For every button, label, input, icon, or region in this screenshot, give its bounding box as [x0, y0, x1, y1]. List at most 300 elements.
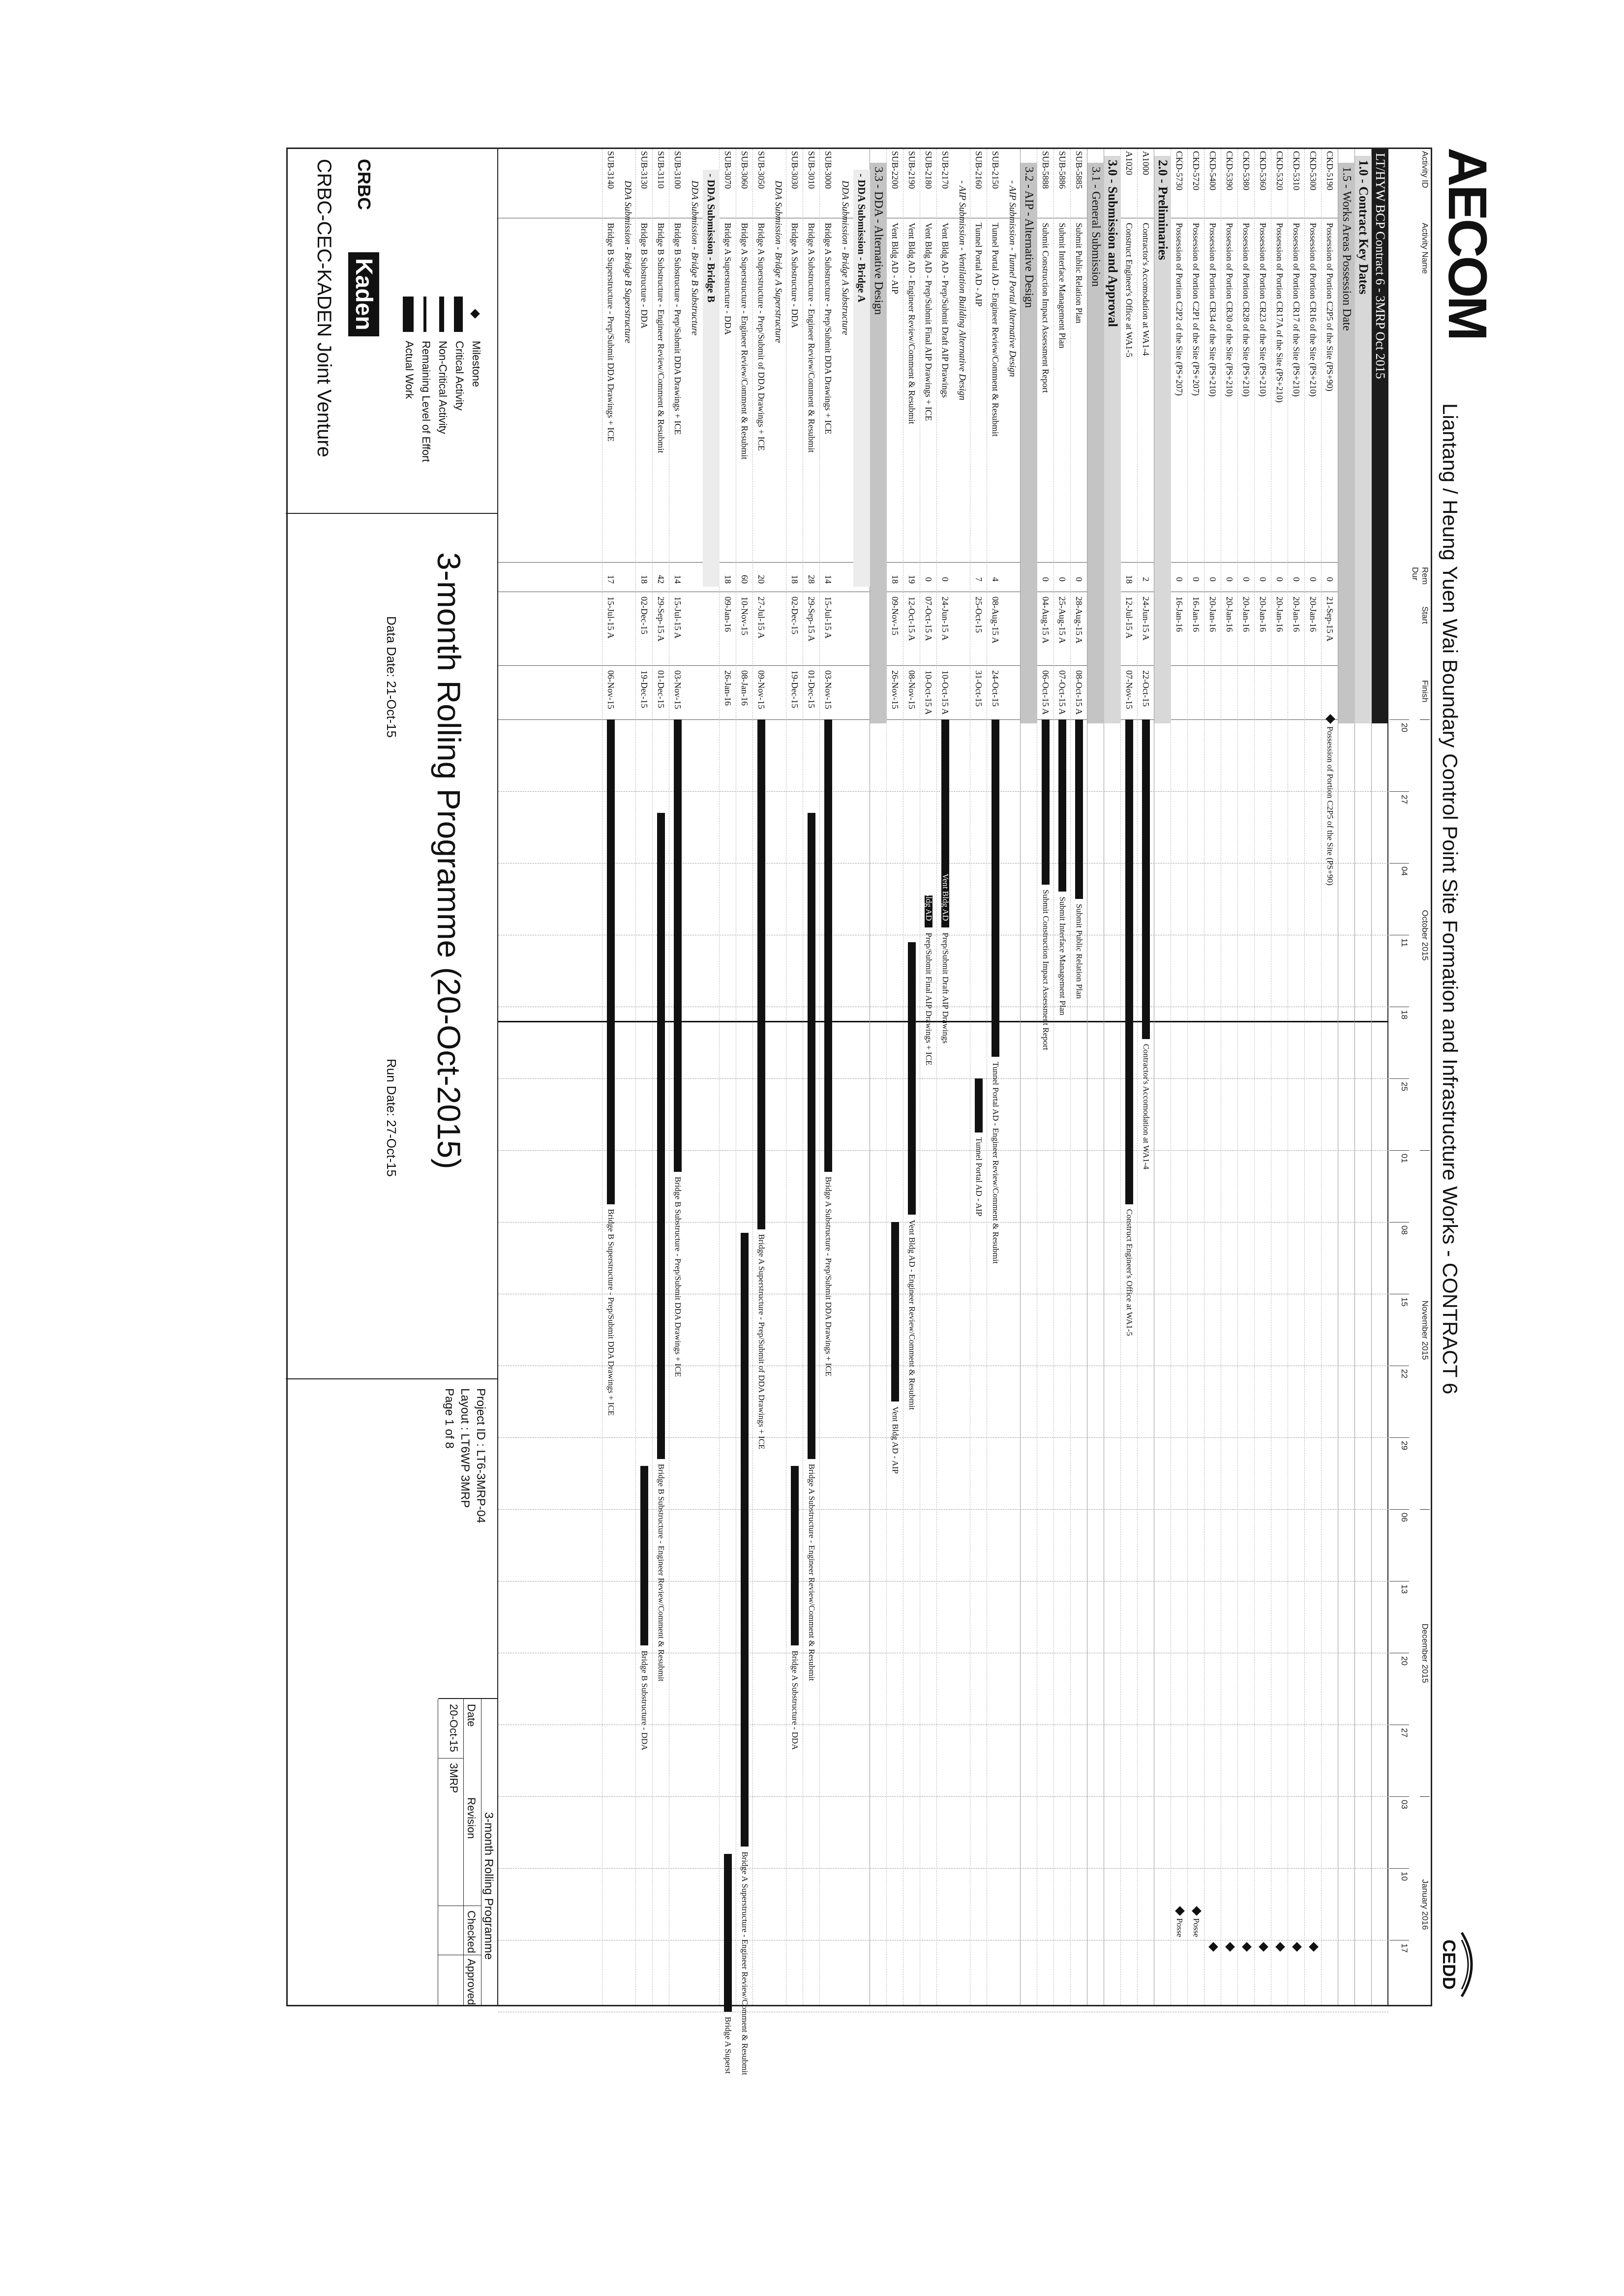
bar-label: Bridge A Superstructure - Engineer Review/Comment & Resubmit: [740, 1851, 750, 2075]
activity-row: [786, 149, 803, 2005]
start-date: 15-Jul-15 A: [823, 596, 833, 639]
activity-row: [1204, 149, 1221, 2005]
activity-name: Vent Bldg AD - AIP: [890, 223, 900, 295]
finish-date: [1188, 670, 1204, 719]
rem-dur: 0: [1074, 577, 1084, 582]
activity-row: [635, 149, 653, 2005]
activity-id: SUB-2190: [907, 151, 917, 189]
rem-dur: 2: [1141, 577, 1151, 582]
timescale-week: 20: [1389, 719, 1409, 795]
rem-dur: 60: [740, 575, 750, 584]
bar-prelabel: Vent Bldg AD: [941, 873, 950, 921]
activity-row: [1171, 149, 1188, 2005]
activity-row: [719, 149, 736, 2074]
group-header: [870, 149, 887, 2005]
timescale-week: 17: [1389, 1940, 1409, 2015]
finish-date: 03-Nov-15: [823, 670, 833, 709]
bar-label: Bridge B Superstructure - Prep/Submit DDA Drawings + ICE: [606, 1209, 616, 1416]
bar-label: Prep/Submit Draft AIP Drawings: [941, 932, 950, 1044]
start-date: 29-Sep-15 A: [656, 596, 666, 642]
timescale-week: 13: [1389, 1581, 1409, 1656]
rem-dur: 14: [823, 575, 833, 584]
bar-label: Contractor's Accomodation at WA1-4: [1142, 1044, 1151, 1170]
rem-dur: 28: [807, 575, 816, 584]
activity-row: [1221, 149, 1238, 2005]
legend-swatch: [439, 297, 444, 332]
bar-label: Bridge B Substructure - Prep/Submit DDA Drawings + ICE: [673, 1176, 683, 1377]
group-header: [1338, 149, 1355, 2005]
activity-id: SUB-3010: [807, 151, 816, 189]
activity-name: Submit Public Relation Plan: [1074, 223, 1084, 324]
start-date: 29-Sep-15 A: [807, 596, 816, 642]
activity-id: SUB-3000: [823, 151, 833, 189]
finish-date: 26-Jan-16: [723, 670, 733, 706]
rem-dur: 0: [1275, 577, 1285, 582]
activity-row: [903, 149, 920, 2005]
finish-date: [1255, 670, 1271, 719]
timescale-week: 04: [1389, 863, 1409, 938]
activity-id: SUB-3110: [656, 151, 666, 189]
activity-id: A1000: [1141, 151, 1151, 175]
rem-dur: 0: [1208, 577, 1218, 582]
timescale-month: January 2016: [1420, 1796, 1430, 2012]
group-title: 3.2 - AIP - Alternative Design: [1021, 163, 1037, 723]
run-date: Run Date: 27-Oct-15: [384, 1059, 399, 1177]
rem-dur: 18: [723, 575, 733, 584]
finish-date: [1288, 670, 1305, 719]
finish-date: 19-Dec-15: [790, 670, 800, 708]
rem-dur: 0: [1308, 577, 1318, 582]
activity-id: SUB-3130: [639, 151, 649, 189]
rem-dur: 0: [1292, 577, 1301, 582]
table-header: [1387, 149, 1431, 2005]
bar-label: Bridge A Superst: [723, 2017, 733, 2074]
project-id: Project ID : LT6-3MRP-04: [474, 1388, 487, 1523]
activity-row: [886, 149, 903, 2005]
start-date: 12-Jul-15 A: [1124, 596, 1134, 639]
legend-label: Remaining Level of Effort: [420, 341, 432, 462]
activity-bar: [1075, 719, 1083, 899]
activity-id: SUB-2180: [924, 151, 933, 189]
group-title: LT/HYW BCP Contract 6 - 3MRP Oct 2015: [1372, 149, 1388, 723]
activity-bar: [640, 1466, 648, 1645]
milestone-diamond: [1192, 1906, 1202, 1916]
group-header: [1104, 149, 1121, 2005]
activity-bar: [607, 719, 615, 1204]
group-title: - AIP Submission - Ventilation Building Alternative Design: [957, 180, 967, 400]
finish-date: 10-Oct-15 A: [940, 670, 950, 715]
activity-name: Possession of Portion C2P2 of the Site (PS+207): [1174, 223, 1184, 396]
group-header: [1354, 149, 1372, 2005]
activity-name: Bridge A Substructure - Engineer Review/Comment & Resubmit: [807, 223, 816, 453]
activity-name: Tunnel Portal AD - AIP: [974, 223, 984, 307]
activity-bar: [824, 719, 832, 1172]
finish-date: 24-Oct-15: [991, 670, 1000, 707]
activity-row: [1053, 149, 1071, 2005]
activity-row: [1070, 149, 1087, 2005]
milestone-label: Possession of Portion C2P5 of the Site (PS+90): [1325, 726, 1335, 886]
legend-label: Critical Activity: [453, 341, 466, 411]
milestone-label: Posse: [1192, 1918, 1201, 1938]
rem-dur: 7: [974, 577, 984, 582]
rev-revision: 3MRP: [448, 1763, 460, 1793]
rev-header-date: Date: [465, 1704, 478, 1727]
finish-date: 31-Oct-15: [974, 670, 984, 707]
rem-dur: 0: [1041, 577, 1051, 582]
rem-dur: 18: [890, 575, 900, 584]
page-title: Liantang / Heung Yuen Wai Boundary Control Point Site Formation and Infrastructure Works - CONTRACT 6: [1439, 403, 1462, 1395]
activity-name: Possession of Portion CR16 of the Site (PS+210): [1308, 223, 1318, 397]
timescale-week: 18: [1389, 1007, 1409, 1082]
activity-name: Possession of Portion CR28 of the Site (PS+210): [1241, 223, 1251, 397]
timescale-week: 03: [1389, 1796, 1409, 1872]
bar-label: Vent Bldg AD - Engineer Review/Comment & Resubmit: [907, 1220, 917, 1410]
activity-id: CKD-5310: [1292, 151, 1301, 190]
activity-id: SUB-5885: [1074, 151, 1084, 189]
activity-row: [1137, 149, 1154, 2005]
activity-bar: [975, 1078, 983, 1133]
rev-header-checked: Checked: [465, 1910, 478, 1953]
bar-label: Bridge A Substructure - Prep/Submit DDA Drawings + ICE: [824, 1176, 833, 1377]
activity-name: Bridge B Substructure - DDA: [639, 223, 649, 328]
group-title: 2.0 - Preliminaries: [1154, 156, 1171, 723]
activity-row: [752, 149, 770, 2005]
activity-name: Submit Construction Impact Assessment Report: [1041, 223, 1051, 393]
finish-date: 09-Nov-15: [756, 670, 766, 709]
finish-date: 01-Dec-15: [807, 670, 816, 708]
bar-label: Tunnel Portal AD - Engineer Review/Comment & Resubmit: [991, 1062, 1000, 1264]
activity-id: SUB-2200: [890, 151, 900, 189]
activity-name: Bridge A Substructure - Prep/Submit DDA Drawings + ICE: [823, 223, 833, 435]
bar-label: Bridge A Superstructure - Prep/Submit of DDA Drawings + ICE: [757, 1234, 766, 1450]
activity-id: A1020: [1124, 151, 1134, 175]
finish-date: [1305, 670, 1322, 719]
activity-row: [1237, 149, 1255, 2005]
activity-id: CKD-5730: [1174, 151, 1184, 190]
group-header: [770, 149, 786, 2005]
milestone-diamond: [1175, 1906, 1185, 1916]
activity-name: Possession of Portion C2P5 of the Site (PS+90): [1325, 223, 1335, 391]
rem-dur: 0: [1174, 577, 1184, 582]
finish-date: 03-Nov-15: [673, 670, 683, 709]
activity-name: Possession of Portion CR17A of the Site (PS+210): [1275, 223, 1285, 403]
rem-dur: 0: [1225, 577, 1234, 582]
activity-row: [1120, 149, 1138, 2005]
start-date: 20-Jan-16: [1275, 596, 1285, 632]
group-header: [1087, 149, 1104, 2005]
activity-name: Tunnel Portal AD - Engineer Review/Comment & Resubmit: [991, 223, 1000, 437]
activity-name: Bridge B Superstructure - Prep/Submit DDA Drawings + ICE: [606, 223, 616, 442]
activity-id: CKD-5190: [1325, 151, 1335, 190]
activity-name: Construct Engineer's Office at WA1-5: [1124, 223, 1134, 358]
activity-id: SUB-3060: [740, 151, 750, 189]
programme-title: 3-month Rolling Programme (20-Oct-2015): [431, 552, 467, 1169]
start-date: 25-Aug-15 A: [1057, 596, 1067, 644]
timescale-week: 10: [1389, 1868, 1409, 1943]
start-date: 24-Jun-15 A: [940, 596, 950, 641]
start-date: 08-Aug-15 A: [991, 596, 1000, 644]
rem-dur: 17: [606, 575, 616, 584]
activity-row: [669, 149, 686, 2005]
activity-bar: [1058, 719, 1066, 892]
activity-name: Bridge A Superstructure - DDA: [723, 223, 733, 335]
finish-date: [1204, 670, 1221, 719]
timescale-month: November 2015: [1420, 1150, 1430, 1510]
aecom-logo: AECOM: [1437, 148, 1498, 339]
bar-label: Submit Construction Impact Assessment Report: [1041, 889, 1051, 1050]
activity-bar: [674, 719, 682, 1172]
activity-name: Bridge A Superstructure - Prep/Submit of DDA Drawings + ICE: [756, 223, 766, 451]
milestone-diamond: [1259, 1942, 1268, 1952]
activity-row: [819, 149, 837, 2005]
rem-dur: 19: [907, 575, 917, 584]
col-rem-dur: Rem Dur: [1411, 567, 1430, 585]
activity-name: Possession of Portion CR34 of the Site (PS+210): [1208, 223, 1218, 397]
activity-bar: [1142, 719, 1150, 1039]
activity-row: [1288, 149, 1305, 2005]
start-date: 20-Jan-16: [1225, 596, 1234, 632]
activity-name: Vent Bldg AD - Engineer Review/Comment & Resubmit: [907, 223, 917, 424]
activity-bar: [992, 719, 999, 1057]
activity-name: Bridge B Substructure - Prep/Submit DDA Drawings + ICE: [673, 223, 683, 435]
finish-date: [1171, 670, 1188, 719]
group-title: - AIP Submission - Tunnel Portal Alternative Design: [1007, 180, 1018, 377]
activity-row: [736, 149, 753, 2075]
finish-date: 08-Oct-15 A: [1074, 670, 1084, 715]
activity-row: [602, 149, 619, 2005]
start-date: 09-Jan-16: [723, 596, 733, 632]
revision-block: [438, 1698, 497, 2006]
activity-id: SUB-3140: [606, 151, 616, 189]
finish-date: [1238, 670, 1255, 719]
finish-date: 06-Oct-15 A: [1041, 670, 1051, 715]
bar-label: Bridge B Substructure - DDA: [640, 1650, 649, 1751]
activity-row: [1254, 149, 1271, 2005]
milestone-diamond: [1225, 1942, 1235, 1952]
finish-date: 08-Nov-15: [907, 670, 917, 709]
bar-label: Bridge A Substructure - DDA: [790, 1650, 800, 1750]
activity-id: SUB-2150: [991, 151, 1000, 189]
activity-id: SUB-5888: [1041, 151, 1051, 189]
rem-dur: 0: [924, 577, 933, 582]
rem-dur: 14: [673, 575, 683, 584]
activity-id: SUB-2170: [940, 151, 950, 189]
rem-dur: 18: [639, 575, 649, 584]
activity-bar: [1042, 719, 1050, 885]
finish-date: 06-Nov-15: [606, 670, 616, 709]
start-date: 02-Dec-15: [790, 596, 800, 634]
activity-id: CKD-5300: [1308, 151, 1318, 190]
bar-label: Construct Engineer's Office at WA1-5: [1125, 1209, 1134, 1336]
group-title: DDA Submission - Bridge B Substructure: [690, 180, 700, 336]
bar-label: Vent Bldg AD - AIP: [891, 1406, 900, 1474]
finish-date: [1322, 670, 1338, 719]
bar-label: Submit Interface Management Plan: [1058, 896, 1067, 1015]
col-finish: Finish: [1420, 680, 1430, 703]
start-date: 02-Dec-15: [639, 596, 649, 634]
timescale-week: 01: [1389, 1150, 1409, 1225]
revision-block-title: 3-month Rolling Programme: [482, 1812, 495, 1960]
start-date: 16-Jan-16: [1191, 596, 1201, 632]
timescale-week: 27: [1389, 1725, 1409, 1800]
timescale-week: 20: [1389, 1653, 1409, 1728]
group-header: [853, 149, 870, 2005]
group-header: [703, 149, 720, 2005]
start-date: 12-Oct-15 A: [907, 596, 917, 641]
finish-date: 07-Oct-15 A: [1057, 670, 1067, 715]
legend: [394, 297, 482, 493]
activity-id: SUB-3070: [723, 151, 733, 189]
finish-date: 26-Nov-15: [890, 670, 900, 709]
activity-id: CKD-5720: [1191, 151, 1201, 190]
activity-name: Submit Interface Management Plan: [1057, 223, 1067, 349]
group-title: 1.0 - Contract Key Dates: [1355, 156, 1372, 723]
group-title: DDA Submission - Bridge A Substructure: [840, 180, 850, 335]
activity-id: SUB-3100: [673, 151, 683, 189]
activity-row: [936, 149, 954, 2005]
gantt-body: [498, 149, 1388, 2075]
activity-id: CKD-5400: [1208, 151, 1218, 190]
finish-date: 19-Dec-15: [639, 670, 649, 708]
activity-id: CKD-5380: [1241, 151, 1251, 190]
gantt-sheet: [286, 148, 1432, 2075]
rem-dur: 0: [1325, 577, 1335, 582]
rev-header-approved: Approved: [465, 1959, 478, 2005]
activity-name: Bridge A Superstructure - Engineer Review/Comment & Resubmit: [740, 223, 750, 460]
start-date: 09-Nov-15: [890, 596, 900, 635]
group-header: [954, 149, 970, 2005]
activity-id: SUB-3050: [756, 151, 766, 189]
start-date: 15-Jul-15 A: [606, 596, 616, 639]
start-date: 04-Aug-15 A: [1041, 596, 1051, 644]
activity-bar: [724, 1854, 732, 2012]
timescale-week: 22: [1389, 1366, 1409, 1441]
page-number: Page 1 of 8: [443, 1388, 456, 1449]
activity-row: [1037, 149, 1054, 2005]
activity-bar: [908, 942, 916, 1215]
timescale-week: 11: [1389, 935, 1409, 1010]
joint-venture-name: CRBC-CEC-KADEN Joint Venture: [313, 159, 335, 457]
activity-row: [1304, 149, 1322, 2005]
group-header: [1020, 149, 1037, 2005]
milestone-diamond: [1242, 1942, 1252, 1952]
group-title: DDA Submission - Bridge A Superstructure: [773, 180, 783, 343]
crbc-logo: CRBC: [354, 159, 374, 210]
activity-id: SUB-5886: [1057, 151, 1067, 189]
timescale-week: 08: [1389, 1222, 1409, 1297]
col-activity-id: Activity ID: [1420, 151, 1430, 188]
bar-label: Bridge B Substructure - Engineer Review/Comment & Resubmit: [657, 1463, 666, 1682]
group-header: [619, 149, 636, 2005]
group-header: [837, 149, 853, 2005]
rem-dur: 42: [656, 575, 666, 584]
rem-dur: 18: [1124, 575, 1134, 584]
legend-swatch: [423, 297, 426, 332]
start-date: 20-Jan-16: [1258, 596, 1268, 632]
group-header: [686, 149, 703, 2005]
timescale-week: 27: [1389, 791, 1409, 866]
group-header: [1371, 149, 1388, 2005]
activity-id: CKD-5390: [1225, 151, 1234, 190]
finish-date: 01-Dec-15: [656, 670, 666, 708]
activity-bar: [791, 1466, 799, 1645]
start-date: 20-Jan-16: [1241, 596, 1251, 632]
start-date: 28-Aug-15 A: [1074, 596, 1084, 644]
activity-row: [920, 149, 937, 2005]
activity-name: Possession of Portion CR17 of the Site (PS+210): [1292, 223, 1301, 397]
start-date: 10-Nov-15: [740, 596, 750, 635]
timescale-month: December 2015: [1420, 1509, 1430, 1797]
cedd-logo: [1437, 1928, 1481, 2001]
rev-date: 20-Oct-15: [448, 1704, 460, 1752]
kaden-logo: Kaden: [348, 252, 379, 336]
group-header: [1154, 149, 1171, 2005]
finish-date: 22-Oct-15: [1141, 670, 1151, 707]
col-activity-name: Activity Name: [1420, 223, 1430, 274]
activity-name: Possession of Portion CR23 of the Site (PS+210): [1258, 223, 1268, 397]
rem-dur: 0: [1258, 577, 1268, 582]
rem-dur: 0: [1241, 577, 1251, 582]
activity-row: [987, 149, 1004, 2005]
group-title: - DDA Submission - Bridge A: [853, 170, 870, 587]
timescale-month: October 2015: [1420, 719, 1430, 1151]
activity-id: SUB-3030: [790, 151, 800, 189]
rem-dur: 4: [991, 577, 1000, 582]
legend-label: Actual Work: [403, 341, 416, 399]
bar-prelabel: Vent Bldg AD: [924, 873, 933, 921]
activity-name: Possession of Portion CR30 of the Site (PS+210): [1225, 223, 1234, 397]
legend-label: Non-Critical Activity: [437, 341, 449, 434]
start-date: 25-Oct-15: [974, 596, 984, 633]
group-title: 3.3 - DDA - Alternative Design: [870, 163, 887, 723]
svg-text:CEDD: CEDD: [1439, 1939, 1459, 1990]
activity-bar: [1125, 719, 1133, 1204]
finish-date: 08-Jan-16: [740, 670, 750, 706]
legend-swatch: [454, 297, 463, 332]
rem-dur: 0: [1057, 577, 1067, 582]
timescale-week: 25: [1389, 1078, 1409, 1154]
bar-label: Prep/Submit Final AIP Drawings + ICE: [924, 932, 933, 1066]
activity-row: [652, 149, 669, 2005]
finish-date: [1271, 670, 1288, 719]
timescale-week: 06: [1389, 1509, 1409, 1584]
milestone-diamond: [1309, 1942, 1319, 1952]
data-date: Data Date: 21-Oct-15: [384, 616, 399, 738]
group-header: [1004, 149, 1021, 2005]
finish-date: [1221, 670, 1238, 719]
legend-milestone-icon: [470, 309, 480, 319]
legend-swatch: [403, 297, 414, 332]
group-title: 1.5 - Works Areas Possession Date: [1338, 163, 1355, 723]
start-date: 07-Oct-15 A: [924, 596, 933, 641]
start-date: 27-Jul-15 A: [756, 596, 766, 639]
start-date: 20-Jan-16: [1208, 596, 1218, 632]
start-date: 20-Jan-16: [1308, 596, 1318, 632]
activity-bar: [891, 1222, 899, 1401]
milestone-diamond: [1208, 1942, 1218, 1952]
activity-id: CKD-5360: [1258, 151, 1268, 190]
activity-name: Vent Bldg AD - Prep/Submit Draft AIP Drawings: [940, 223, 950, 398]
rem-dur: 20: [756, 575, 766, 584]
group-title: DDA Submission - Bridge B Superstructure: [623, 180, 633, 343]
start-date: 15-Jul-15 A: [673, 596, 683, 639]
activity-row: [970, 149, 987, 2005]
activity-row: [1187, 149, 1204, 2005]
rem-dur: 0: [940, 577, 950, 582]
activity-bar: [657, 813, 665, 1459]
timescale-week: 15: [1389, 1294, 1409, 1369]
legend-label: Milestone: [470, 341, 482, 388]
